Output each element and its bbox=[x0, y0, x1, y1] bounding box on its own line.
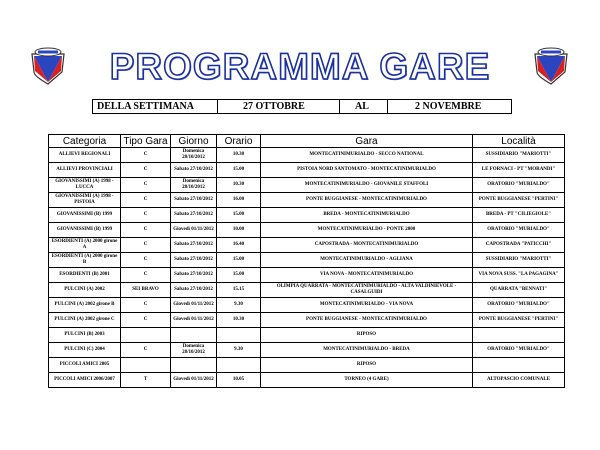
cell-gara: RIPOSO bbox=[261, 358, 473, 373]
cell-localita: ORATORIO "MURIALDO" bbox=[473, 298, 565, 313]
cell-gara: CAPOSTRADA - MONTECATINIMURIALDO bbox=[261, 238, 473, 253]
schedule-table bbox=[48, 134, 565, 388]
cell-giorno: Sabato 27/10/2012 bbox=[171, 193, 217, 208]
cell-gara: MONTECATINIMURIALDO - GIOVANILE STAFFOLI bbox=[261, 178, 473, 193]
cell-orario: 10.30 bbox=[217, 313, 261, 328]
cell-orario: 15.15 bbox=[217, 283, 261, 298]
club-logo-left bbox=[29, 44, 67, 86]
week-divider bbox=[387, 100, 388, 113]
cell-orario: 10.30 bbox=[217, 178, 261, 193]
cell-giorno: Giovedì 01/11/2012 bbox=[171, 223, 217, 238]
cell-orario: 10.05 bbox=[217, 373, 261, 388]
cell-categoria: GIOVANISSIMI (B) 1999 bbox=[49, 208, 121, 223]
cell-giorno: Giovedì 01/11/2012 bbox=[171, 298, 217, 313]
cell-giorno: Sabato 27/10/2012 bbox=[171, 163, 217, 178]
cell-gara: MONTECATINIMURIALDO - VIA NOVA bbox=[261, 298, 473, 313]
cell-tipo-gara: C bbox=[121, 268, 171, 283]
cell-tipo-gara: C bbox=[121, 253, 171, 268]
table-header-row bbox=[49, 135, 565, 148]
col-header-giorno: Giorno bbox=[171, 135, 217, 148]
cell-categoria: PULCINI (C) 2004 bbox=[49, 343, 121, 358]
cell-tipo-gara: SEI BRAVO bbox=[121, 283, 171, 298]
cell-giorno: Sabato 27/10/2012 bbox=[171, 283, 217, 298]
col-header-orario: Orario bbox=[217, 135, 261, 148]
cell-gara: MONTECATINIMURIALDO - PONTE 2000 bbox=[261, 223, 473, 238]
cell-giorno bbox=[171, 328, 217, 343]
cell-gara: VIA NOVA - MONTECATINIMURIALDO bbox=[261, 268, 473, 283]
cell-orario: 10.30 bbox=[217, 148, 261, 163]
col-header-gara: Gara bbox=[261, 135, 473, 148]
cell-orario: 15.00 bbox=[217, 253, 261, 268]
cell-localita: SUSSIDIARIO "MARIOTTI" bbox=[473, 253, 565, 268]
cell-categoria: ESORDIENTI (B) 2001 bbox=[49, 268, 121, 283]
week-divider bbox=[217, 100, 218, 113]
cell-categoria: ESORDIENTI (A) 2000 girone A bbox=[49, 238, 121, 253]
cell-giorno: Domenica 28/10/2012 bbox=[171, 178, 217, 193]
cell-tipo-gara: C bbox=[121, 163, 171, 178]
cell-orario: 10.00 bbox=[217, 223, 261, 238]
cell-giorno: Giovedì 01/11/2012 bbox=[171, 373, 217, 388]
cell-orario: 15.00 bbox=[217, 268, 261, 283]
cell-localita: ORATORIO "MURIALDO" bbox=[473, 178, 565, 193]
cell-gara: PISTOIA NORD SANTOMATO - MONTECATINIMURIALDO bbox=[261, 163, 473, 178]
cell-localita: QUARRATA "BENNATI" bbox=[473, 283, 565, 298]
cell-orario: 15.00 bbox=[217, 208, 261, 223]
cell-gara: BREDA - MONTECATINIMURIALDO bbox=[261, 208, 473, 223]
cell-localita: LE FORNACI - PT "MORANDI" bbox=[473, 163, 565, 178]
cell-gara: PONTE BUGGIANESE - MONTECATINIMURIALDO bbox=[261, 193, 473, 208]
week-from: 27 OTTOBRE bbox=[243, 101, 305, 112]
cell-localita: SUSSIDIARIO "MARIOTTI" bbox=[473, 148, 565, 163]
cell-orario bbox=[217, 358, 261, 373]
cell-giorno: Sabato 27/10/2012 bbox=[171, 253, 217, 268]
cell-giorno: Sabato 27/10/2012 bbox=[171, 208, 217, 223]
cell-gara: PONTE BUGGIANESE - MONTECATINIMURIALDO bbox=[261, 313, 473, 328]
cell-tipo-gara: C bbox=[121, 238, 171, 253]
cell-categoria: ALLIEVI REGIONALI bbox=[49, 148, 121, 163]
col-header-localita: Località bbox=[473, 135, 565, 148]
cell-gara: TORNEO (4 GARE) bbox=[261, 373, 473, 388]
cell-tipo-gara: T bbox=[121, 373, 171, 388]
cell-giorno: Sabato 27/10/2012 bbox=[171, 238, 217, 253]
table-row bbox=[49, 283, 565, 298]
col-header-categoria: Categoria bbox=[49, 135, 121, 148]
cell-tipo-gara: C bbox=[121, 343, 171, 358]
cell-categoria: ESORDIENTI (A) 2000 girone B bbox=[49, 253, 121, 268]
cell-giorno: Domenica 28/10/2012 bbox=[171, 148, 217, 163]
cell-gara: RIPOSO bbox=[261, 328, 473, 343]
table-row bbox=[49, 268, 565, 283]
table-row bbox=[49, 298, 565, 313]
cell-localita: CAPOSTRADA "PATICCHI" bbox=[473, 238, 565, 253]
cell-gara: OLIMPIA QUARRATA - MONTECATINIMURIALDO - ALTA VALDINIEVOLE - CASALGUIDI bbox=[261, 283, 473, 298]
table-row bbox=[49, 193, 565, 208]
cell-giorno: Domenica 28/10/2012 bbox=[171, 343, 217, 358]
cell-tipo-gara: C bbox=[121, 148, 171, 163]
cell-tipo-gara: C bbox=[121, 178, 171, 193]
cell-giorno: Giovedì 01/11/2012 bbox=[171, 313, 217, 328]
table-row bbox=[49, 253, 565, 268]
page-title: PROGRAMMA GARE bbox=[109, 46, 491, 87]
cell-tipo-gara: C bbox=[121, 208, 171, 223]
cell-tipo-gara: C bbox=[121, 298, 171, 313]
cell-localita: ORATORIO "MURIALDO" bbox=[473, 343, 565, 358]
cell-categoria: ALLIEVI PROVINCIALI bbox=[49, 163, 121, 178]
cell-localita: BREDA - PT "CILIEGIOLE" bbox=[473, 208, 565, 223]
table-row bbox=[49, 238, 565, 253]
table-row bbox=[49, 313, 565, 328]
table-row bbox=[49, 358, 565, 373]
cell-categoria: PICCOLI AMICI 2005 bbox=[49, 358, 121, 373]
cell-orario bbox=[217, 328, 261, 343]
week-to: 2 NOVEMBRE bbox=[415, 101, 482, 112]
cell-categoria: PICCOLI AMICI 2006/2007 bbox=[49, 373, 121, 388]
cell-localita: VIA NOVA SUSS. "LA PAGAGINA" bbox=[473, 268, 565, 283]
week-label: DELLA SETTIMANA bbox=[97, 101, 194, 112]
table-row bbox=[49, 208, 565, 223]
cell-tipo-gara bbox=[121, 328, 171, 343]
week-range-bar bbox=[92, 99, 512, 114]
cell-giorno bbox=[171, 358, 217, 373]
cell-orario: 15.00 bbox=[217, 163, 261, 178]
cell-tipo-gara bbox=[121, 358, 171, 373]
club-logo-right bbox=[532, 44, 570, 86]
cell-giorno: Sabato 27/10/2012 bbox=[171, 268, 217, 283]
cell-localita: PONTE BUGGIANESE "PERTINI" bbox=[473, 313, 565, 328]
table-row bbox=[49, 223, 565, 238]
cell-orario: 16.40 bbox=[217, 238, 261, 253]
cell-orario: 16.00 bbox=[217, 193, 261, 208]
cell-categoria: GIOVANISSIMI (A) 1998 - LUCCA bbox=[49, 178, 121, 193]
table-row bbox=[49, 373, 565, 388]
week-divider bbox=[339, 100, 340, 113]
cell-categoria: PULCINI (B) 2003 bbox=[49, 328, 121, 343]
cell-orario: 9.30 bbox=[217, 298, 261, 313]
cell-categoria: GIOVANISSIMI (A) 1998 - PISTOIA bbox=[49, 193, 121, 208]
col-header-tipo-gara: Tipo Gara bbox=[121, 135, 171, 148]
cell-gara: MONTECATINIMURIALDO - BREDA bbox=[261, 343, 473, 358]
cell-gara: MONTECATINIMURIALDO - SECCO NATIONAL bbox=[261, 148, 473, 163]
cell-localita bbox=[473, 358, 565, 373]
cell-gara: MONTECATINIMURIALDO - AGLIANA bbox=[261, 253, 473, 268]
table-row bbox=[49, 163, 565, 178]
table-row bbox=[49, 178, 565, 193]
table-row bbox=[49, 328, 565, 343]
cell-localita: ORATORIO "MURIALDO" bbox=[473, 223, 565, 238]
cell-orario: 9.30 bbox=[217, 343, 261, 358]
week-to-label: AL bbox=[355, 101, 369, 112]
cell-categoria: GIOVANISSIMI (B) 1999 bbox=[49, 223, 121, 238]
cell-localita: ALTOPASCIO COMUNALE bbox=[473, 373, 565, 388]
cell-localita: PONTE BUGGIANESE "PERTINI" bbox=[473, 193, 565, 208]
table-row bbox=[49, 148, 565, 163]
cell-tipo-gara: C bbox=[121, 313, 171, 328]
cell-localita bbox=[473, 328, 565, 343]
cell-categoria: PULCINI (A) 2002 girone B bbox=[49, 298, 121, 313]
table-row bbox=[49, 343, 565, 358]
cell-tipo-gara: C bbox=[121, 193, 171, 208]
cell-categoria: PULCINI (A) 2002 girone C bbox=[49, 313, 121, 328]
cell-categoria: PULCINI (A) 2002 bbox=[49, 283, 121, 298]
cell-tipo-gara: C bbox=[121, 223, 171, 238]
